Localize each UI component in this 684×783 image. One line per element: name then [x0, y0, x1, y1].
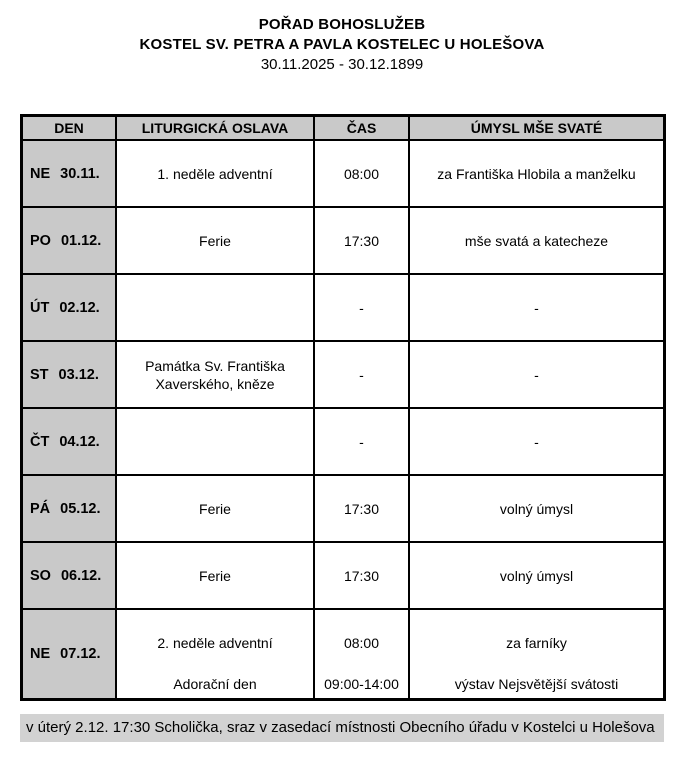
day-cell: [23, 409, 115, 474]
celebration-cell: [115, 275, 313, 340]
day-abbr: PÁ: [30, 500, 51, 517]
celebration-line-1: 2. neděle adventní: [157, 635, 273, 651]
day-cell: [23, 275, 115, 340]
day-cell: [23, 543, 115, 608]
day-date: 02.12.: [59, 299, 100, 316]
day-cell: [23, 476, 115, 541]
intention-cell: volný úmysl: [408, 476, 663, 541]
intention-cell: -: [408, 275, 663, 340]
day-date: 06.12.: [60, 567, 102, 584]
time-cell: [313, 610, 408, 698]
day-date: 05.12.: [60, 500, 101, 517]
day-date: 07.12.: [60, 646, 101, 662]
intention-line-2: výstav Nejsvětější svátosti: [454, 676, 619, 692]
time-line-2: 09:00-14:00: [324, 676, 399, 692]
day-abbr: ČT: [30, 433, 50, 450]
day-date: 01.12.: [60, 232, 102, 249]
day-date: 03.12.: [58, 366, 99, 383]
day-abbr: NE: [30, 646, 51, 662]
day-date: 04.12.: [59, 433, 100, 450]
celebration-cell: [115, 610, 313, 698]
table-row: [23, 474, 663, 541]
time-cell: -: [313, 275, 408, 340]
day-cell: [23, 141, 115, 206]
time-cell: 08:00: [313, 141, 408, 206]
day-abbr: ST: [30, 366, 49, 383]
intention-cell: mše svatá a katecheze: [408, 208, 663, 273]
table-row: [23, 139, 663, 206]
celebration-cell: Ferie: [115, 208, 313, 273]
celebration-cell: [115, 409, 313, 474]
celebration-line-2: Adorační den: [173, 676, 257, 692]
day-cell: [23, 610, 115, 698]
church-name: KOSTEL SV. PETRA A PAVLA KOSTELEC U HOLEŠOVA: [139, 36, 545, 53]
intention-cell: za Františka Hlobila a manželku: [408, 141, 663, 206]
table-row: [23, 206, 663, 273]
celebration-cell: 1. neděle adventní: [115, 141, 313, 206]
celebration-cell: Ferie: [115, 476, 313, 541]
col-header-liturgicka-oslava: LITURGICKÁ OSLAVA: [115, 117, 313, 139]
table-row: [23, 407, 663, 474]
schedule-table: [20, 114, 666, 701]
table-row: [23, 273, 663, 340]
day-date: 30.11.: [60, 165, 100, 182]
footer-note: v úterý 2.12. 17:30 Scholička, sraz v zasedací místnosti Obecního úřadu v Kostelci u Holešova: [20, 714, 664, 742]
time-cell: -: [313, 342, 408, 407]
day-cell: [23, 208, 115, 273]
time-cell: -: [313, 409, 408, 474]
page-title: POŘAD BOHOSLUŽEB: [258, 16, 426, 33]
date-range: 30.11.2025 - 30.12.1899: [260, 56, 424, 73]
day-abbr: SO: [30, 567, 51, 584]
day-abbr: ÚT: [30, 299, 50, 316]
time-cell: 17:30: [313, 208, 408, 273]
day-abbr: PO: [30, 232, 51, 249]
time-cell: 17:30: [313, 543, 408, 608]
celebration-cell: Ferie: [115, 543, 313, 608]
day-cell: [23, 342, 115, 407]
intention-cell: [408, 610, 663, 698]
day-abbr: NE: [30, 165, 51, 182]
col-header-den: DEN: [54, 120, 84, 136]
time-cell: 17:30: [313, 476, 408, 541]
col-header-cas: ČAS: [313, 117, 408, 139]
table-row: [23, 340, 663, 407]
page-header: [0, 15, 684, 75]
table-header-row: [23, 117, 663, 139]
intention-line-1: za farníky: [506, 635, 567, 651]
table-row: [23, 608, 663, 698]
celebration-cell: Památka Sv. Františka Xaverského, kněze: [115, 342, 313, 407]
intention-cell: -: [408, 409, 663, 474]
col-header-umysl: ÚMYSL MŠE SVATÉ: [408, 117, 663, 139]
time-line-1: 08:00: [343, 635, 380, 651]
intention-cell: -: [408, 342, 663, 407]
intention-cell: volný úmysl: [408, 543, 663, 608]
table-row: [23, 541, 663, 608]
